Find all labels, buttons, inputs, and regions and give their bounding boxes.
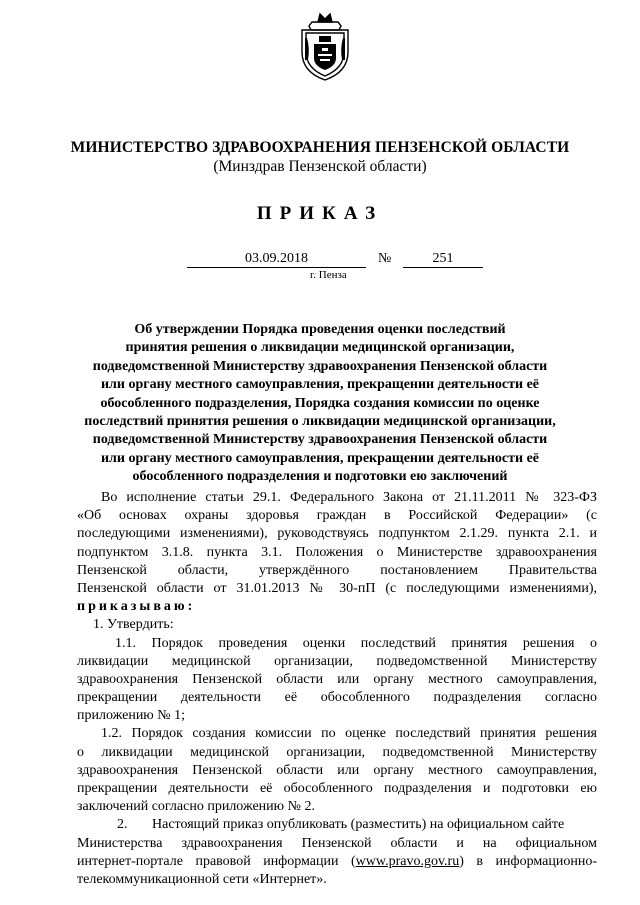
preamble-line: Пензенской области от 31.01.2013 № 30-пП (с последующими изменениями), [77, 580, 597, 596]
heading-line: обособленного подразделения и подготовки ею заключений [132, 469, 508, 485]
order-body [77, 489, 597, 889]
ministry-short-name: (Минздрав Пензенской области) [213, 158, 427, 175]
item-1-1-line: приложению № 1; [77, 708, 186, 724]
item-1-1-line: ликвидации медицинской организации, подведомственной Министерству [77, 653, 597, 669]
preamble-line: Пензенской области, утверждённого постановлением Правительства [77, 562, 597, 578]
pravo-gov-link[interactable]: www.pravo.gov.ru [355, 853, 460, 869]
preamble-line: «Об основах охраны здоровья граждан в Российской Федерации» (с [77, 508, 597, 524]
city-label: г. Пенза [310, 269, 347, 281]
item-1-1-line: прекращении деятельности её обособленного подразделения согласно [77, 690, 597, 706]
item-1-2-line: заключений согласно приложению № 2. [77, 799, 315, 815]
ministry-title: МИНИСТЕРСТВО ЗДРАВООХРАНЕНИЯ ПЕНЗЕНСКОЙ ОБЛАСТИ [70, 139, 570, 156]
preamble-line: Во исполнение статьи 29.1. Федерального Закона от 21.11.2011 № 323-ФЗ [101, 490, 597, 505]
item-2-number: 2. [117, 817, 128, 833]
item-2-line [77, 816, 597, 834]
order-number: 251 [403, 251, 483, 268]
order-heading [40, 321, 600, 487]
item-1-2-line: 1.2. Порядок создания комиссии по оценке последствий принятия решения [101, 726, 597, 742]
heading-line: или органу местного самоуправления, прекращении деятельности её [100, 450, 539, 466]
item-2-line: Министерства здравоохранения Пензенской области и на официальном [77, 835, 597, 851]
heading-line: подведомственной Министерству здравоохранения Пензенской области [92, 432, 548, 448]
heading-line: Об утверждении Порядка проведения оценки последствий [134, 322, 506, 337]
item-2-text: ) в информационно- [459, 853, 597, 869]
document-type-title: ПРИКАЗ [256, 203, 384, 224]
item-2-line: телекоммуникационной сети «Интернет». [77, 871, 327, 887]
heading-line: обособленного подразделения, Порядка создания комиссии по оценке [100, 395, 540, 411]
order-word: приказываю: [77, 599, 196, 615]
item-2-text: интернет-портале правовой информации ( [77, 853, 356, 869]
item-2-text: Настоящий приказ опубликовать (разместить) на официальном сайте [152, 817, 565, 833]
heading-line: последствий принятия решения о ликвидации медицинской организации, [84, 414, 556, 430]
coat-of-arms-emblem [296, 8, 354, 82]
item-1-2-line: здравоохранения Пензенской области или органу местного самоуправления, [77, 762, 597, 778]
item-1: 1. Утвердить: [93, 617, 174, 633]
preamble-line: последующими изменениями), руководствуясь подпунктом 2.1.29. пункта 2.1. и [77, 526, 597, 542]
item-2-line [77, 853, 597, 871]
item-1-1-line: здравоохранения Пензенской области или органу местного самоуправления, [77, 671, 597, 687]
order-date: 03.09.2018 [187, 251, 366, 268]
heading-line: или органу местного самоуправления, прекращении деятельности её [100, 377, 539, 393]
heading-line: принятия решения о ликвидации медицинской организации, [125, 340, 515, 356]
item-1-2-line: прекращении деятельности её обособленного подразделения и подготовки ею [77, 781, 597, 796]
preamble-line: подпунктом 3.1.8. пункта 3.1. Положения о Министерстве здравоохранения [77, 544, 597, 560]
number-sign: № [378, 251, 392, 266]
heading-line: подведомственной Министерству здравоохранения Пензенской области [92, 358, 548, 374]
item-1-2-line: о ликвидации медицинской организации, подведомственной Министерству [77, 744, 597, 760]
item-1-1-line: 1.1. Порядок проведения оценки последствий принятия решения о [115, 635, 597, 651]
